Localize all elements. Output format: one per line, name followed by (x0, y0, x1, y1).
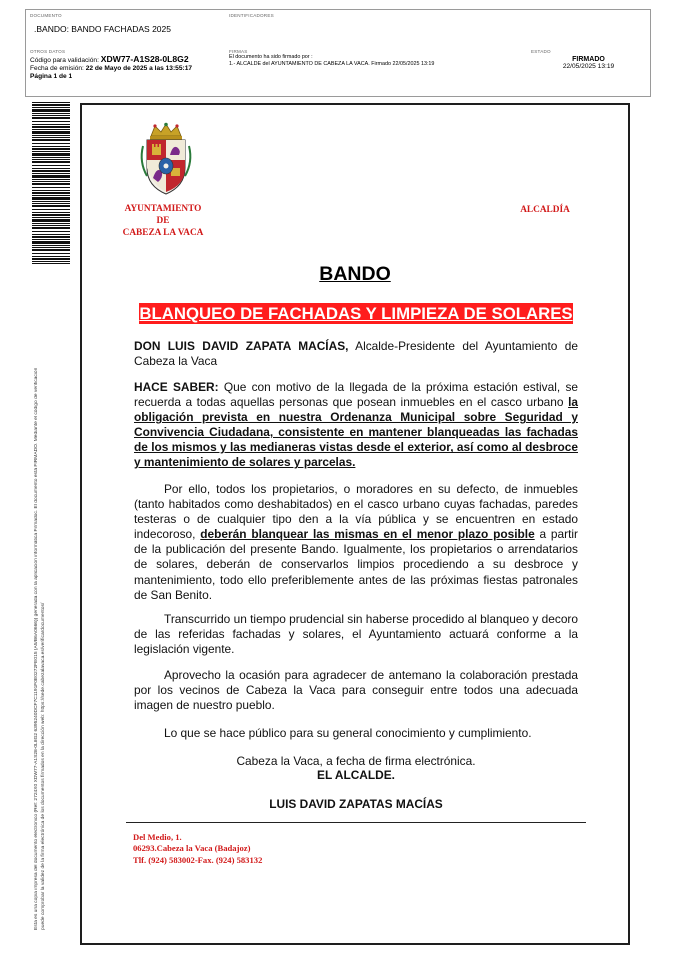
validation-code: XDW77-A1S28-0L8G2 (100, 54, 189, 64)
signer-name-text: LUIS DAVID ZAPATAS MACÍAS (269, 797, 443, 811)
emission-date: 22 de Mayo de 2025 a las 13:55:17 (85, 65, 193, 73)
owners-paragraph (134, 482, 578, 603)
ayuntamiento-line-1: AYUNTAMIENTO (124, 204, 202, 214)
document-metadata-table (25, 9, 651, 97)
otros-datos-cell (26, 46, 225, 97)
emission-date-line (30, 65, 221, 73)
verification-line-1: Esta es una copia impresa del documento electrónico (Ref: 2724X0 XDW77-A1S28-0L8G2 6395240DCF7C1191F0E0272FE015 (A5/B6A0666)) generada con la aplicación informática Firmadoc. El documento está FIRMADO. Mediante el código de verificación (34, 367, 39, 930)
estado-label: ESTADO (531, 49, 551, 54)
footer-address: Del Medio, 1. (133, 832, 182, 842)
owners-text-b: a partir de la publicación del presente Bando. Igualmente, los propietarios o arrendatarios de solares, deberán de conservarlos limpios procediendo a su desbroce y mantenimiento, todo ello preferiblemente antes de las próximas fiestas patronales de San Benito. (134, 527, 578, 602)
footer-address-block (133, 832, 383, 866)
verification-line-2: puede comprobar la validez de la firma electrónica de los documentos firmados en la dirección web: https://sede.cabezalavaca.es/verificardocumentos/ (40, 602, 46, 930)
place-date: Cabeza la Vaca, a fecha de firma electrónica. (236, 754, 476, 768)
whitewash-deadline-text: deberán blanquear las mismas en el menor plazo posible (200, 527, 535, 542)
hace-saber-text: Que con motivo de la llegada de la próxima estación estival, se recuerda a todas aquellas personas que posean inmuebles en el casco urbano (134, 380, 578, 410)
signer-title-text: EL ALCALDE. (317, 768, 395, 782)
publication-paragraph: Lo que se hace público para su general conocimiento y cumplimiento. (164, 726, 532, 740)
validation-code-label: Código para validación: (30, 57, 99, 64)
documento-cell (26, 10, 225, 46)
ayuntamiento-letterhead (108, 204, 218, 239)
documento-label: DOCUMENTO (30, 13, 62, 18)
footer-phone: Tlf. (924) 583002-Fax. (924) 583132 (133, 854, 263, 865)
firmas-label: FIRMAS (229, 49, 248, 54)
hace-saber-lead: HACE SABER: (134, 380, 219, 394)
footer-city: 06293.Cabeza la Vaca (Badajoz) (133, 843, 251, 854)
emission-date-label: Fecha de emisión: (30, 65, 84, 73)
footer-divider (126, 822, 586, 823)
barcode-icon (32, 102, 70, 264)
gratitude-paragraph: Aprovecho la ocasión para agradecer de antemano la colaboración prestada por los vecinos de Cabeza la Vaca para conseguir entre todos una adecuada imagen de nuestro pueblo. (134, 668, 578, 713)
alcaldia-label: ALCALDÍA (520, 205, 570, 215)
document-name: .BANDO: BANDO FACHADAS 2025 (34, 24, 171, 34)
firmas-line-1: El documento ha sido firmado por : (229, 54, 313, 60)
ayuntamiento-line-2: DE (156, 215, 170, 226)
page-count (30, 73, 221, 81)
identificadores-label: IDENTIFICADORES (229, 13, 274, 18)
intro-paragraph (134, 339, 578, 369)
status-badge: FIRMADO (572, 56, 605, 63)
obligation-text: la obligación prevista en nuestra Ordenanza Municipal sobre Seguridad y Convivencia Ciudadana, consistente en mantener blanqueadas las fachadas de los mismos y las medianeras vistas desde el exterior, así como al desbroce y mantenimiento de solares y parcelas. (134, 395, 578, 470)
otros-datos-label: OTROS DATOS (30, 49, 66, 54)
page-count-text: Página 1 de 1 (30, 73, 73, 81)
validation-code-line (30, 55, 221, 65)
mayor-name: DON LUIS DAVID ZAPATA MACÍAS, (134, 339, 349, 353)
signer-title (134, 768, 578, 783)
page-title: BANDO (319, 263, 391, 285)
enforcement-paragraph: Transcurrido un tiempo prudencial sin haberse procedido al blanqueo y decoro de las referidas fachadas y solares, el Ayuntamiento actuará conforme a la legislación vigente. (134, 612, 579, 657)
signer-name (134, 797, 578, 812)
firmas-line-2: 1.- ALCALDE del AYUNTAMIENTO DE CABEZA LA VACA. Firmado 22/05/2025 13:19 (229, 60, 435, 67)
subject-banner: BLANQUEO DE FACHADAS Y LIMPIEZA DE SOLARES (139, 304, 573, 323)
hace-saber-paragraph (134, 380, 578, 471)
ayuntamiento-line-3: CABEZA LA VACA (122, 227, 204, 238)
identificadores-cell (225, 10, 650, 46)
verification-side-text (34, 264, 58, 930)
owners-text-a: Por ello, todos los propietarios, o moradores en su defecto, de inmuebles (tanto habitados como deshabitados) en el casco urbano cuyas fachadas, paredes testeras o de cualquier tipo den a la vía pública y se encuentren en estado indecoroso, (134, 482, 578, 542)
status-date: 22/05/2025 13:19 (562, 63, 615, 70)
mayor-role: Alcalde-Presidente del Ayuntamiento de Cabeza la Vaca (134, 339, 578, 369)
firmas-cell (225, 46, 527, 97)
estado-cell (527, 46, 650, 97)
coat-of-arms-icon (133, 122, 199, 196)
